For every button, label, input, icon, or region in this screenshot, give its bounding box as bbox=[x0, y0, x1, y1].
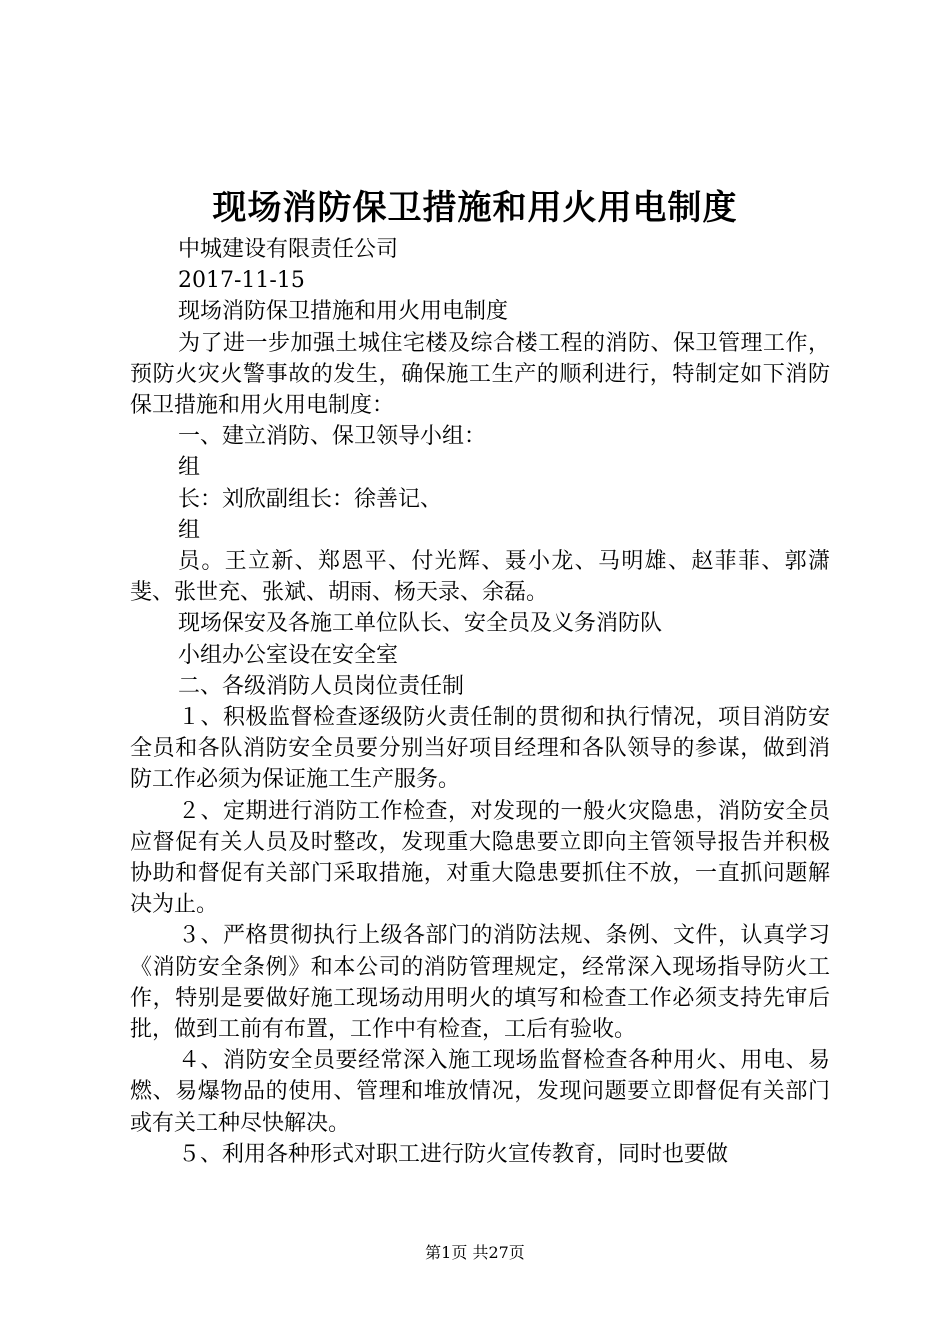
document-body bbox=[130, 234, 830, 1170]
paragraph-item-1: １、积极监督检查逐级防火责任制的贯彻和执行情况，项目消防安全员和各队消防安全员要分别当好项目经理和各队领导的参谋，做到消防工作必须为保证施工生产服务。 bbox=[130, 705, 830, 793]
section-heading-2: 二、各级消防人员岗位责任制 bbox=[178, 673, 465, 699]
paragraph-item-2: ２、定期进行消防工作检查，对发现的一般火灾隐患，消防安全员应督促有关人员及时整改，发现重大隐患要立即向主管领导报告并积极协助和督促有关部门采取措施，对重大隐患要抓住不放，一直抓问题解决为止。 bbox=[130, 798, 830, 918]
paragraph-date: 2017-11-15 bbox=[178, 268, 305, 294]
paragraph-company: 中城建设有限责任公司 bbox=[178, 237, 399, 262]
page-footer: 第1页 共27页 bbox=[425, 1243, 525, 1262]
paragraph-item-4: ４、消防安全员要经常深入施工现场监督检查各种用火、用电、易燃、易爆物品的使用、管理和堆放情况，发现问题要立即督促有关部门或有关工种尽快解决。 bbox=[130, 1048, 830, 1136]
paragraph-office: 小组办公室设在安全室 bbox=[178, 642, 399, 668]
document-title: 现场消防保卫措施和用火用电制度 bbox=[212, 188, 738, 228]
paragraph-group-leader: 长：刘欣副组长：徐善记、 bbox=[178, 486, 443, 512]
paragraph-group-label-2: 组 bbox=[178, 517, 201, 543]
paragraph-group-label-1: 组 bbox=[178, 455, 201, 481]
paragraph-group-members: 员。王立新、郑恩平、付光辉、聂小龙、马明雄、赵菲菲、郭潇斐、张世充、张斌、胡雨、杨天录、余磊。 bbox=[130, 549, 830, 606]
paragraph-item-3: ３、严格贯彻执行上级各部门的消防法规、条例、文件，认真学习《消防安全条例》和本公司的消防管理规定，经常深入现场指导防火工作，特别是要做好施工现场动用明火的填写和检查工作必须支持先审后批，做到工前有布置，工作中有检查，工后有验收。 bbox=[130, 923, 830, 1043]
paragraph-item-5: ５、利用各种形式对职工进行防火宣传教育，同时也要做 bbox=[178, 1141, 729, 1167]
paragraph-subtitle: 现场消防保卫措施和用火用电制度 bbox=[178, 299, 509, 325]
section-heading-1: 一、建立消防、保卫领导小组： bbox=[178, 424, 487, 450]
paragraph-security-team: 现场保安及各施工单位队长、安全员及义务消防队 bbox=[178, 611, 663, 637]
paragraph-intro: 为了进一步加强土城住宅楼及综合楼工程的消防、保卫管理工作，预防火灾火警事故的发生，确保施工生产的顺利进行，特制定如下消防保卫措施和用火用电制度： bbox=[130, 330, 830, 419]
